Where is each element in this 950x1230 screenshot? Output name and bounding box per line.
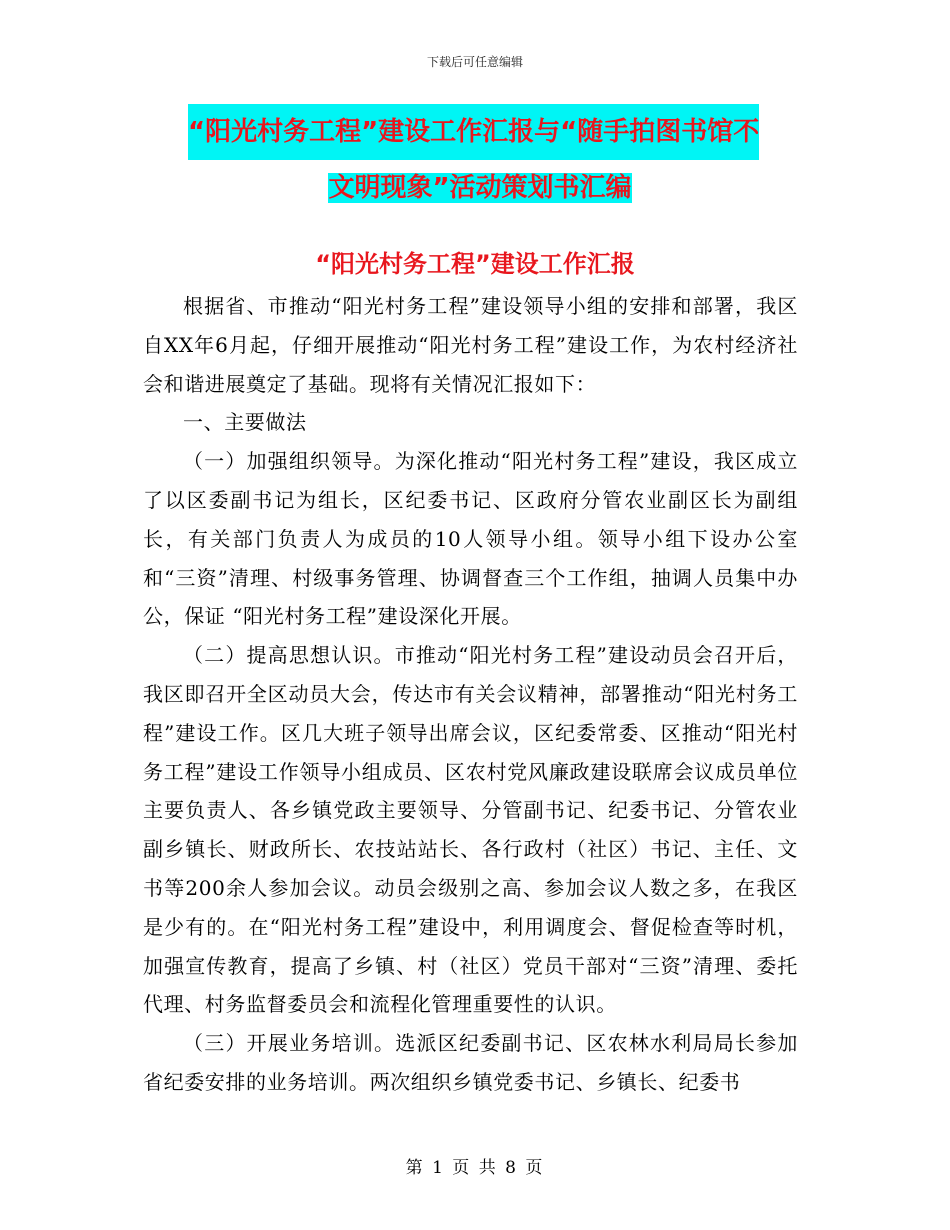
paragraph-ideological-awareness: （二）提高思想认识。市推动“阳光村务工程”建设动员会召开后，我区即召开全区动员大会，传达市有关会议精神，部署推动“阳光村务工程”建设工作。区几大班子领导出席会议，区纪委常委、区推动“阳光村务工程”建设工作领导小组成员、区农村党风廉政建设联席会议成员单位主要负责人、各乡镇党政主要领导、分管副书记、纪委书记、分管农业副乡镇长、财政所长、农技站站长、各行政村（社区）书记、主任、文书等200余人参加会议。动员会级别之高、参加会议人数之多，在我区是少有的。在“阳光村务工程”建设中，利用调度会、督促检查等时机，加强宣传教育，提高了乡镇、村（社区）党员干部对“三资”清理、委托代理、村务监督委员会和流程化管理重要性的认识。 [143, 643, 798, 1017]
page-header-note: 下载后可任意编辑 [426, 55, 523, 69]
section-title: “阳光村务工程”建设工作汇报 [315, 250, 635, 278]
paragraph-heading-main-practices: 一、主要做法 [183, 410, 307, 435]
document-body [143, 287, 798, 1102]
paragraph-intro: 根据省、市推动“阳光村务工程”建设领导小组的安排和部署，我区自XX年6月起，仔细开展推动“阳光村务工程”建设工作，为农村经济社会和谐进展奠定了基础。现将有关情况汇报如下： [143, 294, 798, 396]
document-title-line-1: “阳光村务工程”建设工作汇报与“随手拍图书馆不 [188, 104, 759, 160]
document-title-line-2: 文明现象”活动策划书汇编 [328, 173, 632, 203]
paragraph-business-training: （三）开展业务培训。选派区纪委副书记、区农林水利局局长参加省纪委安排的业务培训。两次组织乡镇党委书记、乡镇长、纪委书 [143, 1031, 798, 1094]
paragraph-organization-leadership: （一）加强组织领导。为深化推动“阳光村务工程”建设，我区成立了以区委副书记为组长，区纪委书记、区政府分管农业副区长为副组长，有关部门负责人为成员的10人领导小组。领导小组下设办公室和“三资”清理、村级事务管理、协调督查三个工作组，抽调人员集中办公，保证 “阳光村务工程”建设深化开展。 [143, 449, 798, 629]
document-title-line-2-wrapper [140, 160, 820, 216]
page-footer-number: 第 1 页 共 8 页 [405, 1158, 545, 1178]
document-title [140, 104, 820, 216]
